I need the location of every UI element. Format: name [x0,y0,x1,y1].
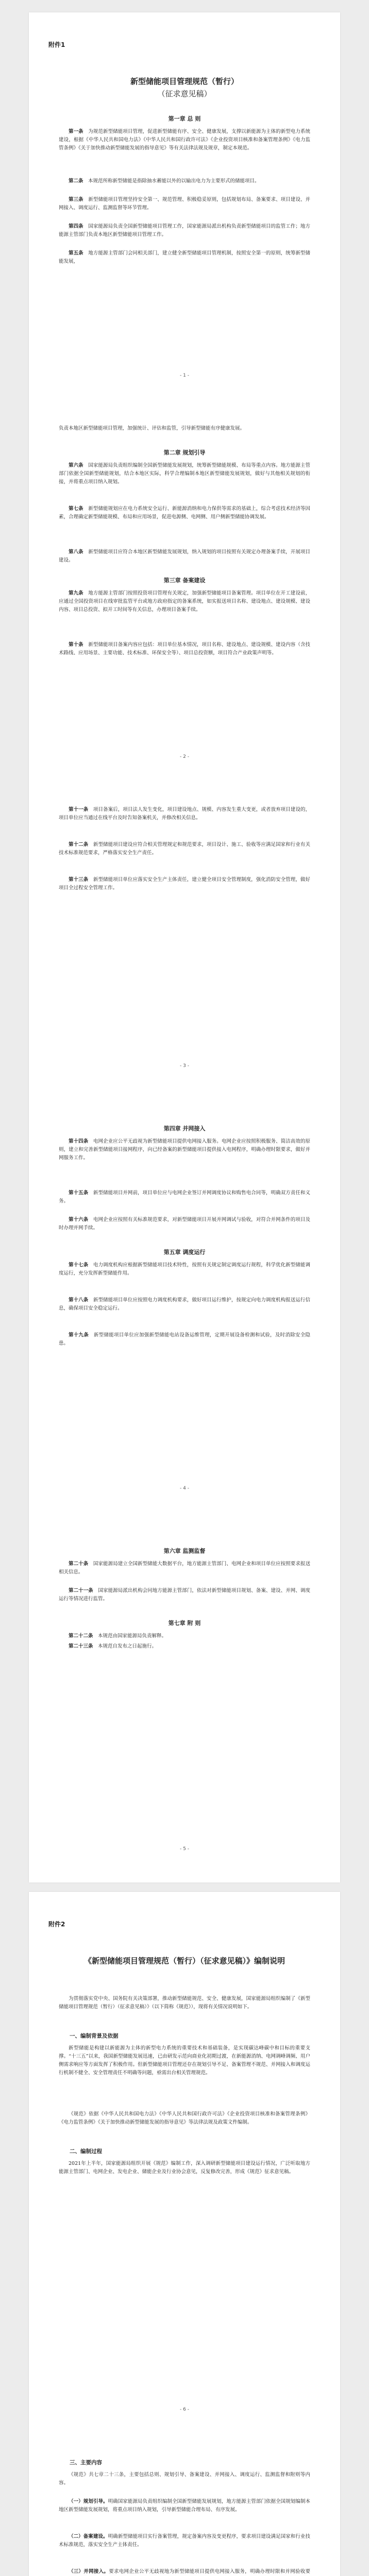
chapter-heading: 第六章 监测监督 [163,1548,206,1554]
article-text: 国家能源局派出机构会同地方能源主管部门，依法对新型储能项目规划、备案、建设、并网、调度运行等情况进行监管。 [59,1588,310,1602]
article-text: 电力调度机构应根据新型储能项目技术特性，按照有关规定制定调度运行规程，科学优化新型储能调度运行，充分发挥新型储能作用。 [59,1262,310,1276]
paragraph: 《规范》共七章二十三条，主要包括总则、规划引导、备案建设、并网接入、调度运行、监测监督和附则等内容。 [59,2472,310,2486]
article-number: 第十七条 [69,1262,89,1268]
article-20 [59,1560,310,1577]
article-number: 第十三条 [69,877,89,883]
article-text: 新型储能项目单位应加强新型储能电站设备运维管理，定期开展设备检测和试验，及时消除安全隐患。 [59,1332,310,1346]
article-number: 第七条 [69,506,83,512]
article-2 [59,177,310,185]
paragraph-lead: （一）规划引导。 [69,2499,108,2504]
article-22 [59,1632,310,1640]
article-3 [59,196,310,212]
article-number: 第四条 [69,224,83,229]
article-16 [59,1216,310,1232]
article-number: 第十条 [69,642,83,648]
article-4 [59,223,310,239]
article-number: 第五条 [69,250,83,256]
page-number: - 4 - [180,1486,189,1491]
article-text: 国家能源局负责组织编制全国新型储能发展规划，统筹新型储能规模、布局等重点内容。地方能源主管部门依据全国新型储能规划，结合本地区实际，科学合理编制本地区新型储能发展规划，做好与其他相关规划的衔接，并将重点项目纳入规划。 [59,463,310,485]
article-1 [59,128,310,152]
article-text: 新型储能项目应符合本地区新型储能发展规划，纳入规划的项目按照有关规定办理备案手续，开展项目建设。 [59,549,310,563]
page-number: - 6 - [180,2407,189,2412]
chapter-heading: 第四章 并网接入 [163,1125,206,1132]
article-14 [59,1138,310,1162]
paragraph: 新型储能是构建以新能源为主体的新型电力系统的重要技术和基础装备，是实现碳达峰碳中和目标的重要支撑。“十三五”以来，我国新型储能发展迅速，已由研发示范向商业化初期过渡，在新能源消纳、电网调峰调频、用户侧需求响应等方面发挥了积极作用。但新型储能项目管理还存在规划引导不足、备案管理不规范、并网接入和调度运行机制不健全、安全管理责任不明确等问题，亟需出台相关管理规范。 [59,2045,310,2076]
paragraph [59,2498,310,2514]
article-number: 第八条 [69,549,83,555]
article-number: 第二十条 [69,1561,89,1567]
article-number: 第二条 [69,178,83,184]
article-text: 电网企业应公平无歧视为新型储能项目提供电网接入服务。电网企业应按照积极服务、简洁高效的原则，建立和完善新型储能项目接网程序，向已经备案的新型储能项目提供接入电网程序，明确办理时限要求，做好并网服务工作。 [59,1139,310,1161]
article-number: 第十六条 [69,1217,89,1223]
article-number: 第二十三条 [69,1643,93,1649]
article-number: 第六条 [69,463,83,468]
paragraph [59,2568,310,2576]
paragraph-lead: （二）备案建设。 [69,2534,108,2539]
article-number: 第十一条 [69,807,89,812]
article-number: 第三条 [69,197,83,202]
article-number: 第十四条 [69,1139,89,1144]
article-17 [59,1261,310,1278]
page-number: - 3 - [180,1063,189,1069]
article-number: 第九条 [69,590,83,596]
document-page-2 [29,1892,340,2576]
article-text: 新型储能规划应在电力系统安全运行、新能源消纳和电力保供等需求的基础上，综合考虑技术经济等因素，合理确定新型储能规模、布局和应用场景，促进电源侧、电网侧、用户侧新型储能协调发展。 [59,506,310,520]
article-10 [59,641,310,657]
article-text: 电网企业应按照有关标准规范要求，对新型储能项目开展并网调试与验收，对符合并网条件的项目及时办理并网手续。 [59,1217,310,1231]
article-15 [59,1189,310,1206]
attachment-label: 附件2 [48,1921,65,1928]
intro-paragraph: 为贯彻落实党中央、国务院有关决策部署，推动新型储能规范、安全、健康发展，国家能源局组织编制了《新型储能项目管理规范（暂行）（征求意见稿）》（以下简称《规范》），现将有关情况说明如下。 [59,1996,310,2010]
article-12 [59,841,310,857]
chapter-heading: 第三章 备案建设 [163,577,206,584]
page-number: - 1 - [180,373,189,378]
article-text: 新型储能项目单位应按照电力调度机构要求，做好项目运行维护，按规定向电力调度机构报送运行信息，确保项目安全稳定运行。 [59,1297,310,1311]
article-number: 第二十一条 [69,1588,93,1594]
article-number: 第十五条 [69,1190,89,1196]
paragraph [59,2533,310,2549]
chapter-heading: 第七章 附 则 [168,1620,201,1626]
article-number: 第十八条 [69,1297,89,1303]
page-number: - 2 - [180,754,189,759]
article-13 [59,876,310,892]
article-text: 项目备案后，项目法人发生变化，项目建设地点、规模、内容发生重大变更，或者放弃项目建设的，项目单位应当通过在线平台及时告知备案机关，并修改相关信息。 [59,807,310,821]
document-title: 新型储能项目管理规范（暂行） [130,77,239,86]
article-text: 新型储能项目备案内容应包括：项目单位基本情况，项目名称、建设地点、建设规模、建设内容（含技术路线、应用场景、主要功能、技术标准、环保安全等）、项目总投资额，项目符合产业政策声明等。 [59,642,310,656]
article-text: 本规范自发布之日起施行。 [98,1643,157,1649]
article-number: 第十九条 [69,1332,89,1338]
paragraph-text: 要求电网企业公平无歧视地为新型储能项目提供电网接入服务，明确办理时限和并网验收要 [109,2569,310,2574]
article-text: 国家能源局建立全国新型储能大数据平台，地方能源主管部门、电网企业和项目单位应按照要求报送相关信息。 [59,1561,310,1575]
chapter-heading: 第二章 规划引导 [163,449,206,456]
article-text: 地方能源主管部门会同相关部门，建立健全新型储能项目管理机制，按照安全第一的原则，统筹新型储能发展， [59,250,310,264]
article-18 [59,1296,310,1313]
article-6 [59,462,310,486]
article-9 [59,589,310,614]
article-text: 本规范所称新型储能是指除抽水蓄能以外的以输出电力为主要形式的储能项目。 [88,178,260,184]
article-number: 第十二条 [69,842,89,848]
article-text: 新型储能项目并网前，项目单位应与电网企业签订并网调度协议和购售电合同等，明确双方责任和义务。 [59,1190,310,1204]
chapter-heading: 第一章 总 则 [168,115,201,122]
article-text: 国家能源局负责全国新型储能项目管理工作，国家能源局派出机构负责新型储能项目的监管工作；地方能源主管部门负责本地区新型储能项目管理工作。 [59,224,310,238]
paragraph: 2021年上半年，国家能源局组织开展《规范》编制工作，深入调研新型储能项目建设运行情况，广泛听取地方能源主管部门、电网企业、发电企业、储能企业及行业协会意见，反复修改完善，形成《规范》征求意见稿。 [59,2161,310,2175]
paragraph-text: 明确国家能源局负责组织编制全国新型储能发展规划，地方能源主管部门依据全国规划编制本地区新型储能发展规划，将重点项目纳入规划，引导新型储能合理布局、有序发展。 [59,2499,310,2513]
paragraph: 《规范》依据《中华人民共和国电力法》《中华人民共和国行政许可法》《企业投资项目核准和备案管理条例》《电力监管条例》《关于加快推动新型储能发展的指导意见》等法律法规及政策文件编制。 [59,2111,310,2125]
document-page-1 [29,12,340,1883]
article-text: 为规范新型储能项目管理，促进新型储能有序、安全、健康发展，支撑以新能源为主体的新型电力系统建设，根据《中华人民共和国电力法》《中华人民共和国行政许可法》《企业投资项目核准和备案管理条例》《电力监管条例》《关于加快推动新型储能发展的指导意见》等有关法律法规及规章，制定本规范。 [59,129,310,151]
article-5-continued: 负责本地区新型储能项目管理，加强统计、评估和监管，引导新型储能有序健康发展。 [59,426,245,431]
article-5 [59,249,310,266]
article-8 [59,548,310,565]
attachment-label: 附件1 [48,41,65,48]
page-number: - 5 - [180,1846,189,1852]
article-text: 新型储能项目单位应落实安全生产主体责任，建立健全项目安全管理制度，强化消防安全管理，做好项目全过程安全管理工作。 [59,877,310,891]
section-heading: 一、编制背景及依据 [70,2033,119,2039]
article-23 [59,1642,310,1651]
article-number: 第一条 [69,129,83,134]
article-text: 新型储能项目建设应符合相关管理规定和规范要求，项目设计、施工、验收等应满足国家和行业有关技术标准规范要求，严格落实安全生产责任。 [59,842,310,856]
article-11 [59,806,310,822]
article-7 [59,505,310,521]
article-text: 地方能源主管部门按照投资项目管理有关规定，加强新型储能项目备案管理。项目单位在开工建设前，应通过全国投资项目在线审批监管平台或地方政府指定的备案系统，如实报送项目名称、建设地点、建设规模、建设内容、项目总投资、拟开工时间等有关信息，办理项目备案手续。 [59,590,310,613]
document-subtitle: （征求意见稿） [157,89,212,98]
paragraph-lead: （三）并网接入。 [69,2569,109,2574]
section-heading: 二、编制过程 [70,2148,102,2155]
chapter-heading: 第五章 调度运行 [163,1249,206,1256]
paragraph-text: 明确新型储能项目实行备案管理，规定备案内容及变更程序，要求项目建设满足国家和行业技术标准规范，落实安全生产主体责任。 [59,2534,310,2548]
article-text: 新型储能项目管理坚持安全第一、规范管理、积极稳妥原则，包括规划布局、备案要求、项目建设、并网接入、调度运行、监测监督等环节管理。 [59,197,310,211]
article-21 [59,1587,310,1603]
article-19 [59,1331,310,1348]
document-title: 《新型储能项目管理规范（暂行）（征求意见稿）》编制说明 [83,1956,285,1965]
section-heading: 三、主要内容 [70,2460,102,2466]
article-number: 第二十二条 [69,1633,93,1639]
article-text: 本规范由国家能源局负责解释。 [98,1633,167,1639]
